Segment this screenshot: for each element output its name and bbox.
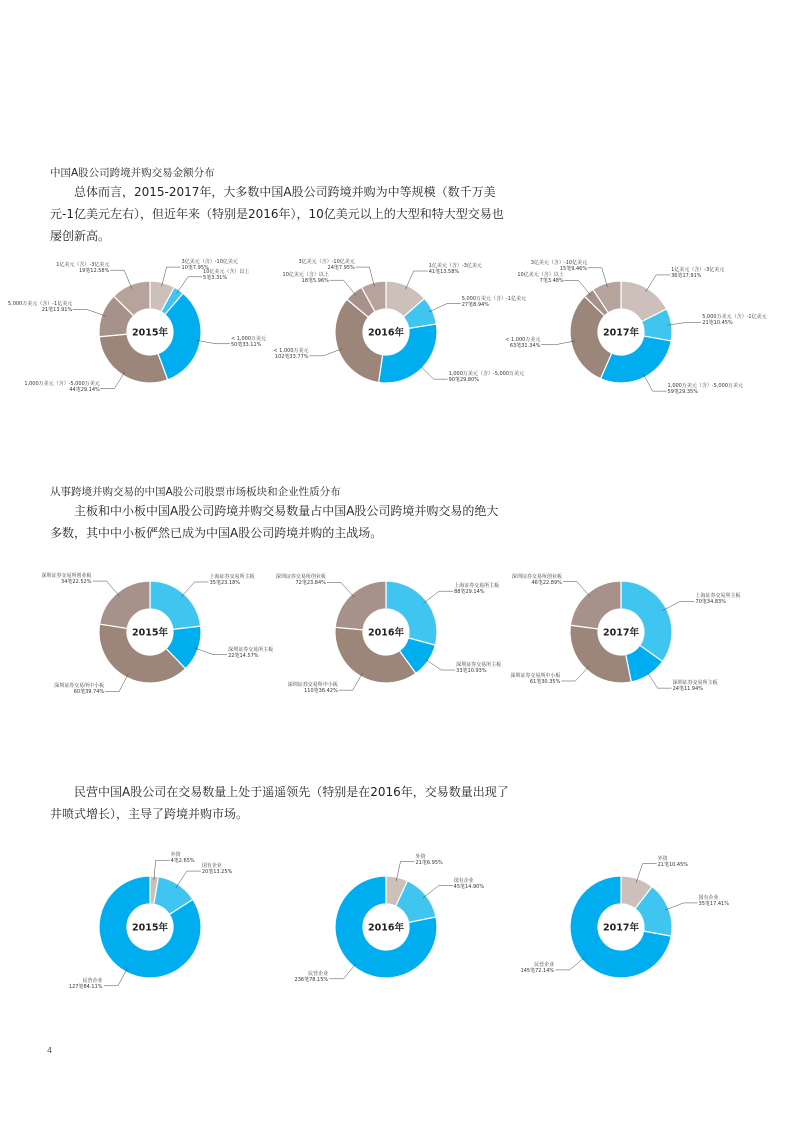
donut-slice-label: 1,000万美元（含）-5,000万美元 90笔29.80% <box>448 371 525 384</box>
leader-line <box>423 591 453 603</box>
donut-slice <box>100 581 150 628</box>
section-1-title: 中国A股公司跨境并购交易金额分布 <box>50 167 215 179</box>
donut-slice-label: 1亿美元（含）-3亿美元 36笔17.91% <box>671 266 725 279</box>
donut-slice-label: 民营企业 236笔78.15% <box>294 970 329 983</box>
donut-slice <box>570 581 621 629</box>
donut-center-label: 2015年 <box>132 922 168 934</box>
donut-slice-label: 国有企业 20笔13.25% <box>201 863 233 876</box>
donut-slice-label: < 1,000万美元 102笔33.77% <box>273 347 309 360</box>
donut-center-label: 2017年 <box>603 327 639 339</box>
section-2-paragraph: 主板和中小板中国A股公司跨境并购交易数量占中国A股公司跨境并购交易的绝大多数，其中中小板俨然已成为中国A股公司跨境并购的主战场。 <box>50 504 499 540</box>
donut-chart-deal-size-2015 <box>7 255 267 415</box>
donut-slice-label: 3亿美元（含）-10亿美元 10笔7.95% <box>181 259 238 272</box>
donut-chart-board-2015 <box>40 555 274 715</box>
leader-line <box>429 304 461 312</box>
donut-chart-board-2017 <box>510 555 741 715</box>
donut-chart-board-2016 <box>275 555 502 715</box>
leader-line <box>309 349 342 356</box>
donut-slice-label: 国有企业 35笔17.41% <box>698 894 729 907</box>
donut-slice-label: 深圳证券交易所主板 24笔11.94% <box>672 680 718 693</box>
donut-slice-label: 上海证券交易所主板 70笔34.83% <box>695 593 741 606</box>
donut-center-label: 2015年 <box>132 627 168 639</box>
donut-slice-label: 3亿美元（含）-10亿美元 24笔7.95% <box>298 259 355 272</box>
leader-line <box>196 340 230 344</box>
page-number: 4 <box>47 1046 53 1055</box>
donut-slice-label: 10亿美元（含）以上 18笔5.96% <box>282 272 329 285</box>
donut-slice-label: 1亿美元（含）-3亿美元 19笔12.58% <box>56 262 110 275</box>
donut-slice-label: 1,000万美元（含）-5,000万美元 44笔29.14% <box>24 380 100 393</box>
donut-center-label: 2017年 <box>603 627 639 639</box>
donut-slice-label: 3亿美元（含）-10亿美元 15笔9.46% <box>530 259 588 272</box>
donut-slice-label: 5,000万美元（含）-1亿美元 21笔10.45% <box>702 314 767 327</box>
leader-line <box>73 309 106 316</box>
donut-slice-label: 1亿美元（含）-3亿美元 41笔13.58% <box>428 263 482 275</box>
donut-slice-label: 深圳证券交易所中小板 110笔36.42% <box>287 682 338 695</box>
donut-slice <box>335 581 386 630</box>
donut-slice-label: 外资 21笔10.45% <box>657 855 689 868</box>
donut-center-label: 2016年 <box>368 922 404 934</box>
donut-center-label: 2016年 <box>368 627 404 639</box>
donut-slice-label: 国有企业 45笔14.90% <box>453 877 485 890</box>
section-3-paragraph: 民营中国A股公司在交易数量上处于遥遥领先（特别是在2016年，交易数量出现了井喷式增长），主导了跨境并购市场。 <box>50 785 509 821</box>
donut-slice <box>150 581 201 629</box>
leader-line <box>423 886 453 898</box>
leader-line <box>665 903 698 910</box>
donut-slice-label: < 1,000万美元 63笔31.34% <box>505 336 541 349</box>
donut-slice-label: 上海证券交易所主板 35笔23.18% <box>209 573 255 586</box>
donut-slice <box>600 336 671 383</box>
donut-svg <box>276 850 476 1010</box>
donut-slice-label: < 1,000万美元 50笔33.11% <box>230 335 267 348</box>
donut-slice-label: 外资 21笔6.95% <box>415 853 443 866</box>
donut-svg <box>511 850 711 1010</box>
section-1-paragraph: 总体而言，2015-2017年，大多数中国A股公司跨境并购为中等规模（数千万美元-1亿美元左右），但近年来（特别是2016年），10亿美元以上的大型和特大型交易也屡创新高。 <box>50 185 504 243</box>
donut-slice-label: 深圳证券交易所主板 22笔14.57% <box>228 646 274 659</box>
donut-center-label: 2016年 <box>368 327 404 339</box>
leader-line <box>668 322 702 325</box>
donut-slice-label: 民营企业 127笔84.11% <box>68 977 103 990</box>
donut-center-label: 2017年 <box>603 922 639 934</box>
donut-slice-label: 深圳证券交易所中小板 61笔30.35% <box>510 672 561 685</box>
leader-line <box>663 601 695 610</box>
donut-slice-label: 1,000万美元（含）-5,000万美元 59笔29.35% <box>667 383 743 396</box>
donut-slice-label: 5,000万美元（含）-1亿美元 21笔13.91% <box>7 301 73 314</box>
donut-chart-ownership-2015 <box>40 850 240 1010</box>
leader-line <box>556 957 585 970</box>
donut-slice-label: 10亿美元（含）以上 5笔3.31% <box>203 268 250 281</box>
donut-slice-label: 深圳证券交易所创业板 34笔22.52% <box>41 573 92 586</box>
donut-slice-label: 深圳证券交易所创业板 72笔23.84% <box>275 574 326 587</box>
leader-line <box>194 648 227 655</box>
donut-slice-label: 5,000万美元（含）-1亿美元 27笔8.94% <box>461 295 527 308</box>
donut-slice-label: 深圳证券交易所创业板 46笔22.89% <box>511 573 562 586</box>
donut-slice-label: 10亿美元（含）以上 7笔3.48% <box>517 272 564 285</box>
donut-slice-label: 深圳证券交易所中小板 60笔39.74% <box>54 683 105 696</box>
leader-line <box>541 341 575 345</box>
donut-slice <box>99 334 167 383</box>
section-2-title: 从事跨境并购交易的中国A股公司股票市场板块和企业性质分布 <box>50 486 341 498</box>
donut-chart-ownership-2017 <box>511 850 729 1010</box>
donut-slice-label: 民营企业 145笔72.14% <box>520 961 555 974</box>
donut-slice-label: 深圳证券交易所主板 33笔10.93% <box>456 662 502 675</box>
donut-slice-label: 外资 4笔2.65% <box>170 852 195 865</box>
donut-chart-deal-size-2017 <box>505 255 767 415</box>
donut-slice-label: 上海证券交易所主板 88笔29.14% <box>454 583 500 596</box>
donut-chart-ownership-2016 <box>276 850 485 1010</box>
leader-line <box>425 659 455 670</box>
donut-center-label: 2015年 <box>132 327 168 339</box>
